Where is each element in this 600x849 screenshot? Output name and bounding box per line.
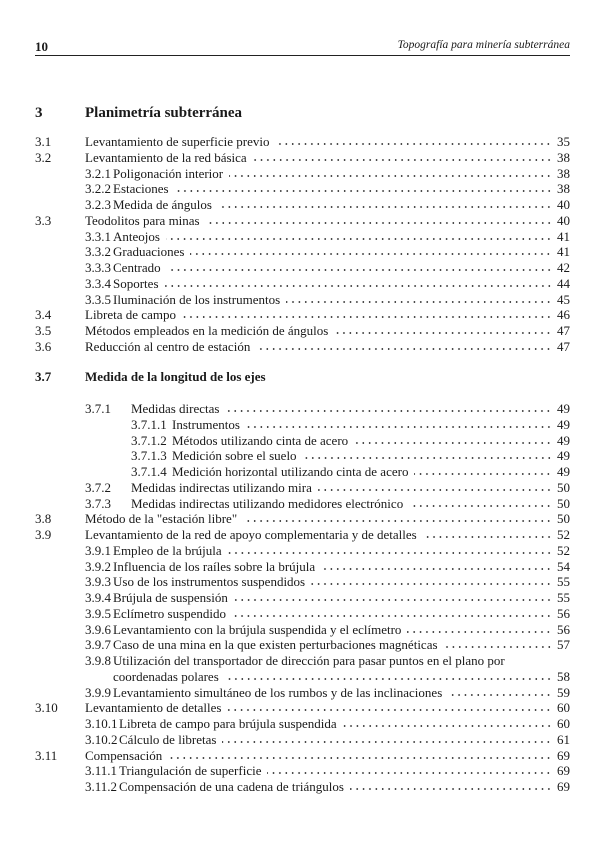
toc-entry-body	[113, 637, 570, 653]
toc-entry-title: Medidas indirectas utilizando mira	[131, 479, 312, 495]
toc-entry-page: 69	[557, 763, 570, 779]
dot-leader	[182, 315, 552, 319]
toc-entry-number: 3.9.3	[85, 574, 111, 590]
toc-entry-body	[113, 166, 570, 182]
dot-leader	[190, 252, 552, 256]
toc-entry-number: 3.3.4	[85, 275, 111, 291]
toc-entry-page: 61	[557, 731, 570, 747]
toc-entry[interactable]	[0, 606, 600, 622]
toc-entry[interactable]	[0, 150, 600, 166]
dot-leader	[409, 504, 552, 508]
dot-leader	[414, 472, 552, 476]
toc-entry-title: Anteojos	[113, 228, 160, 244]
toc-entry-title: Método de la "estación libre"	[85, 511, 238, 527]
toc-entry-page: 58	[557, 668, 570, 684]
toc-entry-number: 3.9	[35, 527, 52, 542]
toc-entry-page: 52	[557, 527, 570, 542]
toc-entry-number: 3.9.8	[85, 653, 111, 668]
toc-entry-title: Libreta de campo para brújula suspendida	[119, 716, 337, 731]
toc-entry-page: 69	[557, 779, 570, 794]
toc-entry[interactable]	[0, 339, 600, 355]
toc-entry-page: 50	[557, 511, 570, 527]
toc-entry[interactable]	[0, 229, 600, 245]
toc-entry[interactable]	[0, 732, 600, 748]
toc-entry-title: Soportes	[113, 275, 159, 291]
toc-entry-title: Compensación de una cadena de triángulos	[119, 779, 344, 794]
toc-entry-number: 3.11	[35, 747, 58, 763]
toc-entry-title: Iluminación de los instrumentos	[113, 291, 281, 307]
toc-entry-title: Utilización del transportador de dirección para pasar puntos en el plano por	[113, 653, 505, 668]
toc-entry[interactable]	[0, 433, 600, 449]
toc-entry[interactable]	[0, 653, 600, 669]
toc-entry-title: Medida de ángulos	[113, 197, 212, 212]
dot-leader	[225, 409, 552, 413]
toc-entry[interactable]	[0, 401, 600, 417]
toc-entry-page: 40	[557, 197, 570, 212]
dot-leader	[168, 756, 552, 760]
toc-entry-page: 46	[557, 307, 570, 323]
toc-entry[interactable]	[0, 244, 600, 260]
toc-entry[interactable]	[0, 590, 600, 606]
toc-entry-number: 3.9.1	[85, 542, 111, 558]
toc-entry-title: Estaciones	[113, 181, 169, 197]
toc-entry-page: 42	[557, 260, 570, 275]
toc-entry-body	[85, 748, 570, 764]
toc-entry-number: 3.8	[35, 511, 52, 527]
dot-leader	[175, 189, 552, 193]
toc-entry-number: 3.9.4	[85, 590, 111, 605]
toc-entry-body	[85, 323, 570, 339]
toc-entry-number: 3.9.9	[85, 684, 111, 700]
toc-entry-page: 54	[557, 558, 570, 574]
toc-entry-title: Empleo de la brújula	[113, 542, 222, 558]
toc-entry-page: 41	[557, 228, 570, 244]
toc-entry-number: 3.1	[35, 134, 52, 149]
toc-entry-body	[85, 213, 570, 229]
dot-leader	[311, 582, 552, 586]
dot-leader	[286, 300, 552, 304]
toc-entry-body	[131, 496, 570, 512]
toc-entry[interactable]	[0, 574, 600, 590]
toc-entry-number: 3.3	[35, 212, 52, 228]
toc-entry[interactable]	[0, 559, 600, 575]
toc-entry-title: Medidas directas	[131, 401, 220, 416]
toc-entry-page: 69	[557, 747, 570, 763]
toc-entry-page: 45	[557, 291, 570, 307]
toc-entry-number: 3.6	[35, 338, 52, 354]
chapter-number: 3	[35, 105, 43, 121]
toc-entry-title: coordenadas polares	[113, 668, 219, 684]
toc-entry-title: Triangulación de superficie	[119, 763, 262, 779]
toc-entry[interactable]	[0, 166, 600, 182]
dot-leader	[165, 284, 553, 288]
toc-entry-title: Medidas indirectas utilizando medidores electrónico	[131, 495, 404, 511]
toc-entry-body	[85, 339, 570, 355]
dot-leader	[321, 567, 552, 571]
toc-entry[interactable]	[0, 464, 600, 480]
toc-entry-body	[113, 574, 570, 590]
toc-entry-page: 50	[557, 479, 570, 495]
toc-entry-body	[113, 622, 570, 638]
toc-entry[interactable]	[0, 496, 600, 512]
dot-leader	[334, 331, 552, 335]
toc-entry-page: 55	[557, 590, 570, 605]
dot-leader	[206, 221, 552, 225]
toc-entry-title: Uso de los instrumentos suspendidos	[113, 574, 306, 590]
toc-entry-number: 3.2.3	[85, 197, 111, 212]
toc-entry-page: 40	[557, 212, 570, 228]
toc-entry[interactable]	[0, 448, 600, 464]
dot-leader	[318, 488, 552, 492]
dot-leader	[354, 441, 552, 445]
toc-entry-number: 3.3.1	[85, 228, 111, 244]
toc-entry-number: 3.3.3	[85, 260, 111, 275]
page-number: 10	[35, 39, 48, 54]
toc-entry-number: 3.3.5	[85, 291, 111, 307]
toc-entry-page: 49	[557, 448, 570, 464]
toc-entry-page: 56	[557, 605, 570, 621]
header-rule	[35, 55, 570, 56]
toc-entry-title: Levantamiento con la brújula suspendida y el eclímetro	[113, 621, 402, 637]
toc-entry-title: Libreta de campo	[85, 307, 176, 323]
toc-entry-title: Caso de una mina en la que existen perturbaciones magnéticas	[113, 637, 438, 653]
toc-entry[interactable]	[0, 134, 600, 150]
toc-entry[interactable]	[0, 543, 600, 559]
toc-entry-body	[113, 653, 570, 669]
toc-entry-title: Eclímetro suspendido	[113, 605, 227, 621]
toc-entry[interactable]	[0, 527, 600, 543]
toc-entry-page: 60	[557, 700, 570, 716]
dot-leader	[222, 740, 552, 744]
dot-leader	[444, 645, 552, 649]
toc-entry[interactable]	[0, 700, 600, 716]
toc-entry-page: 47	[557, 323, 570, 338]
toc-entry-number: 3.7.3	[85, 495, 111, 511]
toc-entry[interactable]	[0, 622, 600, 638]
dot-leader	[350, 787, 552, 791]
dot-leader	[253, 158, 552, 162]
toc-entry-title: Levantamiento de superficie previo	[85, 134, 270, 149]
dot-leader	[166, 237, 552, 241]
toc-entry-body	[119, 716, 570, 732]
toc-list-part1	[0, 134, 600, 355]
toc-entry-body	[113, 260, 570, 276]
toc-entry-body	[131, 401, 570, 417]
toc-entry-body	[113, 292, 570, 308]
toc-entry-body	[85, 527, 570, 543]
toc-entry[interactable]	[0, 276, 600, 292]
dot-leader	[423, 535, 552, 539]
section-title: Medida de la longitud de los ejes	[85, 369, 266, 384]
toc-entry-page: 55	[557, 574, 570, 590]
dot-leader	[407, 630, 552, 634]
toc-entry-page: 49	[557, 416, 570, 432]
toc-entry[interactable]	[0, 213, 600, 229]
toc-entry-title: Centrado	[113, 260, 161, 275]
toc-entry[interactable]	[0, 637, 600, 653]
toc-entry-body	[119, 732, 570, 748]
toc-entry[interactable]	[0, 323, 600, 339]
toc-entry-body	[172, 448, 570, 464]
toc-entry[interactable]	[0, 779, 600, 795]
toc-entry-number: 3.9.6	[85, 621, 111, 637]
toc-entry[interactable]	[0, 763, 600, 779]
toc-entry-number: 3.9.7	[85, 637, 111, 653]
toc-list-part2	[0, 401, 600, 795]
toc-entry-number: 3.2.1	[85, 165, 111, 181]
toc-entry-page: 38	[557, 149, 570, 165]
toc-entry-page: 59	[557, 684, 570, 700]
toc-entry[interactable]	[0, 197, 600, 213]
toc-entry-body	[119, 763, 570, 779]
dot-leader	[229, 174, 552, 178]
dot-leader	[246, 425, 552, 429]
toc-entry-title: Medición sobre el suelo	[172, 448, 297, 464]
toc-entry-page: 52	[557, 542, 570, 558]
toc-entry-body	[172, 464, 570, 480]
toc-entry-number: 3.3.2	[85, 244, 111, 260]
toc-entry-title: Medición horizontal utilizando cinta de acero	[172, 464, 409, 479]
toc-entry-page: 49	[557, 432, 570, 448]
toc-entry[interactable]	[0, 511, 600, 527]
toc-entry-title: Levantamiento de la red básica	[85, 149, 247, 165]
toc-entry-number: 3.5	[35, 323, 52, 338]
toc-entry-body	[85, 150, 570, 166]
chapter-title: Planimetría subterránea	[85, 105, 243, 121]
toc-entry[interactable]	[0, 716, 600, 732]
toc-entry-body	[113, 181, 570, 197]
toc-entry-number: 3.7.1.1	[131, 416, 167, 432]
toc-entry-number: 3.2.2	[85, 181, 111, 197]
toc-entry-number: 3.11.2	[85, 779, 118, 794]
toc-entry-title: Teodolitos para minas	[85, 212, 200, 228]
dot-leader	[343, 724, 552, 728]
toc-entry-title: Instrumentos	[172, 416, 240, 432]
toc-entry-body	[113, 606, 570, 622]
toc-entry-body	[113, 276, 570, 292]
toc-entry-title: Reducción al centro de estación	[85, 338, 251, 354]
toc-entry-page: 49	[557, 401, 570, 416]
toc-entry-title: Levantamiento simultáneo de los rumbos y de las inclinaciones	[113, 684, 443, 700]
dot-leader	[275, 142, 552, 146]
toc-entry[interactable]	[0, 181, 600, 197]
toc-entry-title: Compensación	[85, 747, 163, 763]
toc-entry-number: 3.7.1.3	[131, 448, 167, 464]
toc-entry-number: 3.7.1.2	[131, 432, 167, 448]
toc-entry[interactable]	[0, 260, 600, 276]
toc-entry-body	[113, 244, 570, 260]
toc-entry-title: Métodos empleados en la medición de ángulos	[85, 323, 329, 338]
toc-entry-body	[172, 433, 570, 449]
toc-entry-body	[113, 197, 570, 213]
toc-entry-page: 50	[557, 495, 570, 511]
toc-entry[interactable]	[0, 480, 600, 496]
toc-entry-number: 3.7.2	[85, 479, 111, 495]
toc-entry-body	[85, 307, 570, 323]
toc-entry-title: Graduaciones	[113, 244, 185, 260]
toc-entry-page: 41	[557, 244, 570, 260]
toc-entry-body	[172, 417, 570, 433]
toc-entry-title: Influencia de los raíles sobre la brújula	[113, 558, 316, 574]
dot-leader	[227, 708, 552, 712]
toc-entry-title: Brújula de suspensión	[113, 590, 228, 605]
toc-entry-number: 3.9.2	[85, 558, 111, 574]
toc-entry-title: Levantamiento de la red de apoyo complementaria y de detalles	[85, 527, 417, 542]
dot-leader	[267, 771, 552, 775]
toc-entry-body	[85, 134, 570, 150]
toc-entry-number: 3.10	[35, 700, 58, 716]
toc-entry-body	[113, 559, 570, 575]
toc-entry-body	[131, 480, 570, 496]
toc-entry-body	[85, 511, 570, 527]
dot-leader	[218, 205, 552, 209]
toc-entry-number: 3.7.1	[85, 401, 111, 416]
toc-entry-title: Levantamiento de detalles	[85, 700, 222, 716]
toc-entry-page: 56	[557, 621, 570, 637]
toc-entry-body	[113, 669, 570, 685]
toc-entry[interactable]	[0, 685, 600, 701]
toc-entry-number: 3.2	[35, 149, 52, 165]
toc-entry-number: 3.10.1	[85, 716, 118, 731]
toc-entry[interactable]	[0, 748, 600, 764]
toc-entry-page: 38	[557, 165, 570, 181]
toc-entry-title: Cálculo de libretas	[119, 731, 217, 747]
toc-entry-body	[85, 700, 570, 716]
toc-entry-page: 38	[557, 181, 570, 197]
toc-entry-body	[119, 779, 570, 795]
toc-entry-page: 49	[557, 464, 570, 479]
dot-leader	[243, 519, 552, 523]
dot-leader	[303, 456, 552, 460]
dot-leader	[228, 551, 552, 555]
toc-entry-body	[113, 590, 570, 606]
toc-entry-number: 3.10.2	[85, 731, 118, 747]
running-title: Topografía para minería subterránea	[397, 39, 570, 51]
toc-entry[interactable]	[0, 417, 600, 433]
toc-entry-body	[113, 685, 570, 701]
toc-entry-page: 60	[557, 716, 570, 731]
toc-entry-number: 3.7.1.4	[131, 464, 167, 479]
dot-leader	[167, 268, 552, 272]
toc-entry-title: Poligonación interior	[113, 165, 224, 181]
dot-leader	[448, 693, 552, 697]
dot-leader	[225, 677, 552, 681]
toc-entry-page: 57	[557, 637, 570, 653]
toc-entry-title: Métodos utilizando cinta de acero	[172, 432, 349, 448]
toc-entry-number: 3.9.5	[85, 605, 111, 621]
toc-entry-body	[113, 543, 570, 559]
toc-entry-number: 3.4	[35, 307, 52, 323]
toc-entry-number: 3.11.1	[85, 763, 118, 779]
dot-leader	[256, 347, 552, 351]
toc-entry-page: 47	[557, 338, 570, 354]
toc-entry-page: 44	[557, 275, 570, 291]
toc-entry-body	[113, 229, 570, 245]
dot-leader	[234, 598, 552, 602]
dot-leader	[232, 614, 552, 618]
toc-entry-page: 35	[557, 134, 570, 149]
toc-entry[interactable]	[0, 292, 600, 308]
toc-entry[interactable]	[0, 307, 600, 323]
section-number: 3.7	[35, 369, 52, 384]
toc-entry[interactable]	[0, 669, 600, 685]
